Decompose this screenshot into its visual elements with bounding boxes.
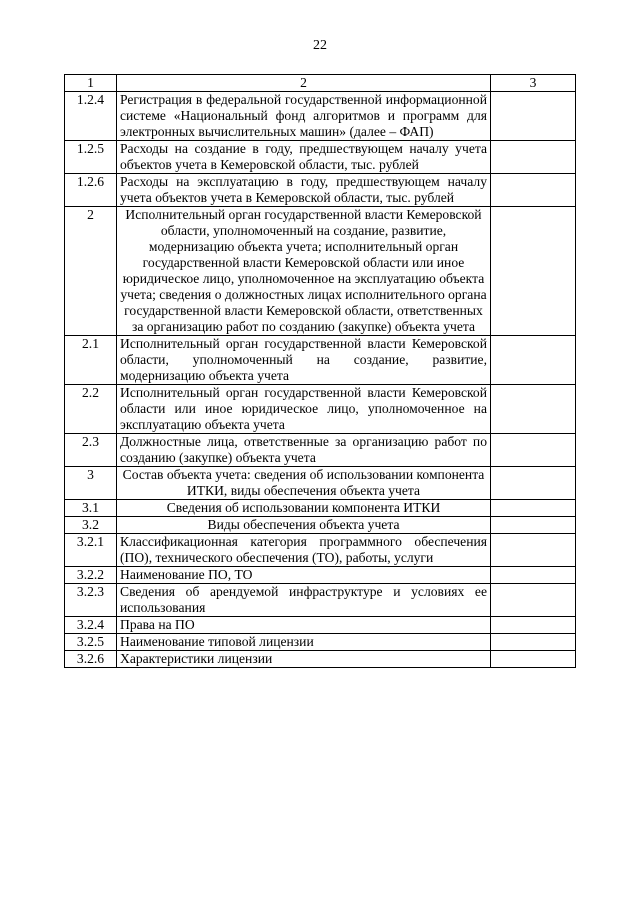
row-description-cell: Состав объекта учета: сведения об использовании компонента ИТКИ, виды обеспечения объекта учета <box>117 467 491 500</box>
row-number-cell: 1.2.5 <box>65 141 117 174</box>
row-value-cell <box>491 434 576 467</box>
header-cell-3: 3 <box>491 75 576 92</box>
row-number-cell: 3.2 <box>65 517 117 534</box>
table-row <box>65 467 576 500</box>
row-number-cell: 3.2.1 <box>65 534 117 567</box>
row-number-cell: 3.2.6 <box>65 651 117 668</box>
row-number-cell: 2.1 <box>65 336 117 385</box>
row-description-cell: Должностные лица, ответственные за организацию работ по созданию (закупке) объекта учета <box>117 434 491 467</box>
row-value-cell <box>491 534 576 567</box>
table-row <box>65 336 576 385</box>
row-number-cell: 3.2.2 <box>65 567 117 584</box>
table-row <box>65 617 576 634</box>
row-description-cell: Исполнительный орган государственной власти Кемеровской области или иное юридическое лицо, уполномоченное на эксплуатацию объекта учета <box>117 385 491 434</box>
row-description-cell: Характеристики лицензии <box>117 651 491 668</box>
table-header-row <box>65 75 576 92</box>
row-value-cell <box>491 174 576 207</box>
row-description-cell: Наименование ПО, ТО <box>117 567 491 584</box>
row-description-cell: Классификационная категория программного обеспечения (ПО), технического обеспечения (ТО), работы, услуги <box>117 534 491 567</box>
page-number: 22 <box>313 38 327 53</box>
row-description-cell: Регистрация в федеральной государственной информационной системе «Национальный фонд алгоритмов и программ для электронных вычислительных машин» (далее – ФАП) <box>117 92 491 141</box>
table-row <box>65 584 576 617</box>
row-description-cell: Расходы на эксплуатацию в году, предшествующем началу учета объектов учета в Кемеровской области, тыс. рублей <box>117 174 491 207</box>
row-description-cell: Наименование типовой лицензии <box>117 634 491 651</box>
row-value-cell <box>491 467 576 500</box>
header-cell-2: 2 <box>117 75 491 92</box>
table-row <box>65 567 576 584</box>
table-row <box>65 207 576 336</box>
row-description-cell: Сведения об арендуемой инфраструктуре и условиях ее использования <box>117 584 491 617</box>
row-value-cell <box>491 617 576 634</box>
row-value-cell <box>491 634 576 651</box>
row-value-cell <box>491 500 576 517</box>
row-number-cell: 3.2.3 <box>65 584 117 617</box>
table-row <box>65 385 576 434</box>
table-row <box>65 534 576 567</box>
row-value-cell <box>491 207 576 336</box>
row-number-cell: 1.2.6 <box>65 174 117 207</box>
row-number-cell: 3.2.5 <box>65 634 117 651</box>
table-row <box>65 500 576 517</box>
table-row <box>65 434 576 467</box>
row-description-cell: Исполнительный орган государственной власти Кемеровской области, уполномоченный на создание, развитие, модернизацию объекта учета; исполнительный орган государственной власти Кемеровской области или иное юридическое лицо, уполномоченное на эксплуатацию объекта учета; сведения о должностных лицах исполнительного органа государственной власти Кемеровской области, ответственных за организацию работ по созданию (закупке) объекта учета <box>117 207 491 336</box>
row-description-cell: Виды обеспечения объекта учета <box>117 517 491 534</box>
row-description-cell: Сведения об использовании компонента ИТКИ <box>117 500 491 517</box>
row-value-cell <box>491 651 576 668</box>
table-body <box>65 75 576 668</box>
table-row <box>65 92 576 141</box>
table-row <box>65 141 576 174</box>
row-number-cell: 2 <box>65 207 117 336</box>
row-value-cell <box>491 141 576 174</box>
row-number-cell: 3.1 <box>65 500 117 517</box>
row-number-cell: 3 <box>65 467 117 500</box>
row-number-cell: 1.2.4 <box>65 92 117 141</box>
row-number-cell: 2.2 <box>65 385 117 434</box>
row-number-cell: 3.2.4 <box>65 617 117 634</box>
table-row <box>65 634 576 651</box>
row-description-cell: Права на ПО <box>117 617 491 634</box>
row-value-cell <box>491 567 576 584</box>
header-cell-1: 1 <box>65 75 117 92</box>
row-value-cell <box>491 92 576 141</box>
table-row <box>65 651 576 668</box>
row-value-cell <box>491 517 576 534</box>
table-row <box>65 517 576 534</box>
row-value-cell <box>491 336 576 385</box>
row-description-cell: Расходы на создание в году, предшествующем началу учета объектов учета в Кемеровской области, тыс. рублей <box>117 141 491 174</box>
row-value-cell <box>491 584 576 617</box>
row-number-cell: 2.3 <box>65 434 117 467</box>
table-row <box>65 174 576 207</box>
document-table <box>64 74 576 668</box>
row-value-cell <box>491 385 576 434</box>
row-description-cell: Исполнительный орган государственной власти Кемеровской области, уполномоченный на создание, развитие, модернизацию объекта учета <box>117 336 491 385</box>
